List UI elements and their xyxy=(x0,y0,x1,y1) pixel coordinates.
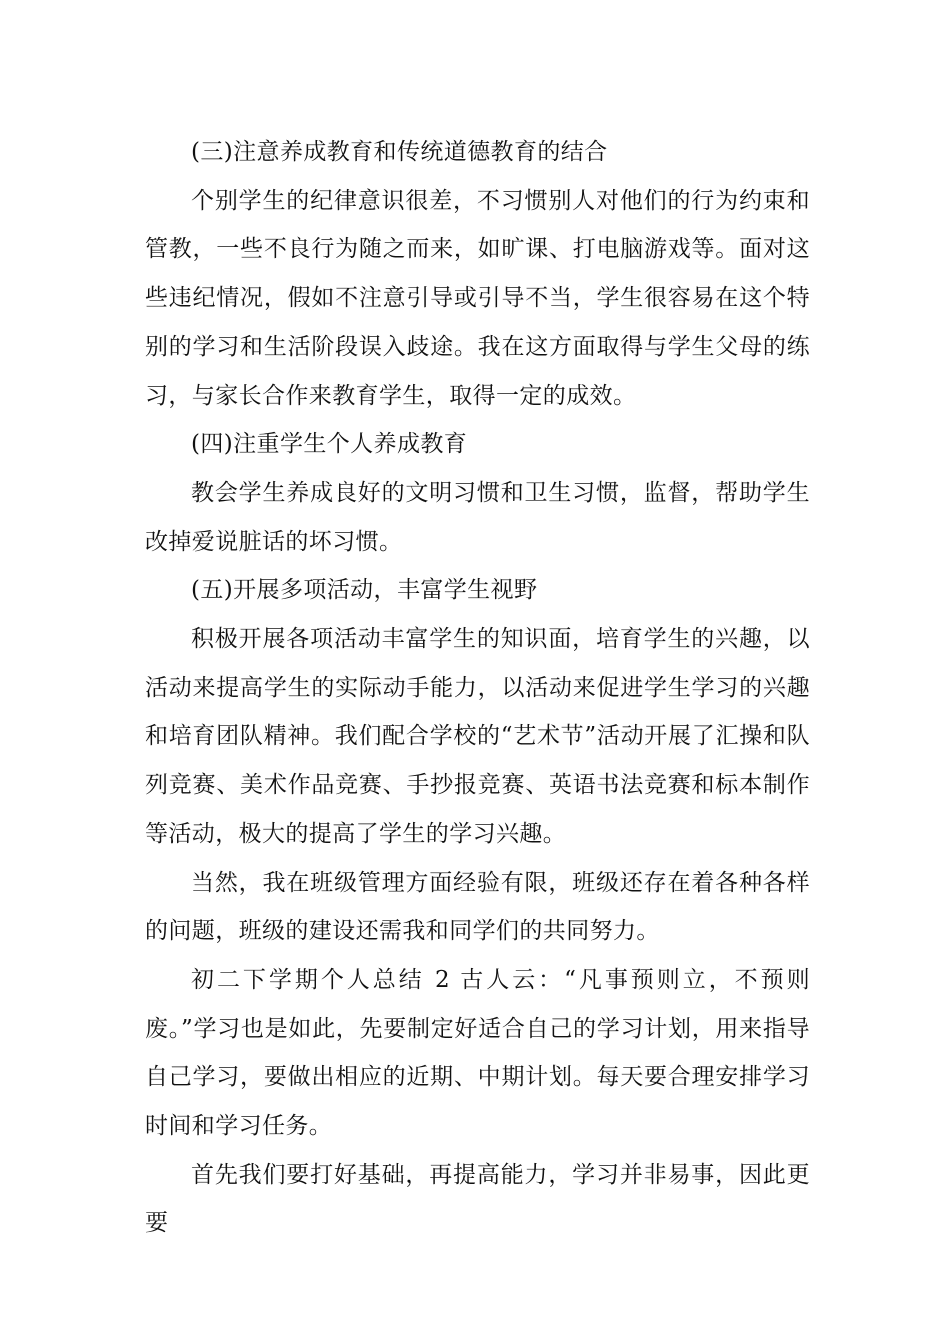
document-body xyxy=(145,128,810,1248)
paragraph-habits: 教会学生养成良好的文明习惯和卫生习惯，监督，帮助学生改掉爱说脏话的坏习惯。 xyxy=(145,479,810,555)
paragraph-summary-2: 初二下学期个人总结 2 古人云：“凡事预则立，不预则废。”学习也是如此，先要制定好适合自己的学习计划，用来指导自己学习，要做出相应的近期、中期计划。每天要合理安排学习时间和学习任务。 xyxy=(145,966,810,1140)
heading-section-4: (四)注重学生个人养成教育 xyxy=(191,431,468,458)
heading-section-3: (三)注意养成教育和传统道德教育的结合 xyxy=(191,139,608,165)
paragraph-foundation: 首先我们要打好基础，再提高能力，学习并非易事，因此更要 xyxy=(145,1161,810,1237)
paragraph-conclusion: 当然，我在班级管理方面经验有限，班级还存在着各种各样的问题，班级的建设还需我和同学们的共同努力。 xyxy=(145,869,810,945)
paragraph-activities: 积极开展各项活动丰富学生的知识面，培育学生的兴趣，以活动来提高学生的实际动手能力，以活动来促进学生学习的兴趣和培育团队精神。我们配合学校的“艺术节”活动开展了汇操和队列竞赛、美术作品竞赛、手抄报竞赛、英语书法竞赛和标本制作等活动，极大的提高了学生的学习兴趣。 xyxy=(145,626,810,847)
paragraph-discipline: 个别学生的纪律意识很差，不习惯别人对他们的行为约束和管教，一些不良行为随之而来，如旷课、打电脑游戏等。面对这些违纪情况，假如不注意引导或引导不当，学生很容易在这个特别的学习和生活阶段误入歧途。我在这方面取得与学生父母的练习，与家长合作来教育学生，取得一定的成效。 xyxy=(145,187,810,409)
heading-section-5: (五)开展多项活动，丰富学生视野 xyxy=(191,577,538,604)
